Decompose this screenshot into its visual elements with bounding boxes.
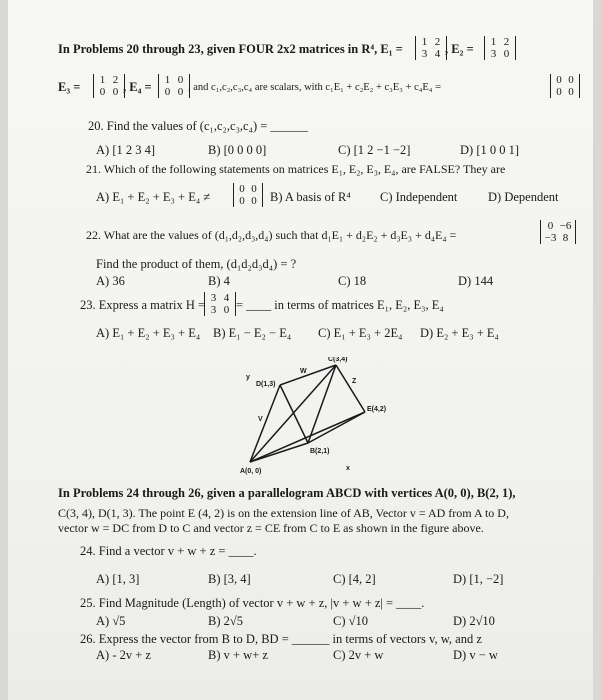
q25-option-c: C) √10 — [333, 614, 368, 628]
q25-option-a: A) √5 — [96, 614, 126, 628]
intro2-line-1: In Problems 24 through 26, given a parallelogram ABCD with vertices A(0, 0), B(2, 1), — [58, 486, 516, 500]
q21-option-c: C) Independent — [380, 190, 458, 204]
parallelogram-figure — [238, 357, 408, 475]
q22-option-a: A) 36 — [96, 274, 125, 288]
matrix-e2: 1 2 3 0 — [484, 36, 516, 60]
label-y: y — [246, 374, 250, 381]
q20-option-b: B) [0 0 0 0] — [208, 143, 267, 157]
e3-label: E₃ = — [58, 80, 81, 94]
q21-zero-matrix: 0 0 0 0 — [233, 183, 263, 207]
intro-line-2: , and c₁,c₂,c₃,c₄ are scalars, with c₁E₁ + c₂E₂ + c₃E₃ + c₄E₄ = — [188, 82, 442, 93]
q22-subquestion: Find the product of them, (d₁d₂d₃d₄) = ? — [96, 257, 297, 271]
e4-label: , E₄ = — [123, 80, 152, 94]
label-z: Z — [352, 378, 357, 385]
q24-option-c: C) [4, 2] — [333, 572, 376, 586]
matrix-e1: 1 2 3 4 — [415, 36, 447, 60]
q21-option-b: B) A basis of R⁴ — [270, 190, 351, 204]
q20-option-a: A) [1 2 3 4] — [96, 143, 156, 157]
label-w: W — [300, 368, 307, 375]
q22-option-d: D) 144 — [458, 274, 494, 288]
intro-line-1: In Problems 20 through 23, given FOUR 2x2 matrices in R⁴, E₁ = — [58, 42, 403, 56]
q24-option-b: B) [3, 4] — [208, 572, 251, 586]
q21-option-d: D) Dependent — [488, 190, 559, 204]
q23-option-a: A) E₁ + E₂ + E₃ + E₄ — [96, 326, 201, 340]
matrix-e3: 1 2 0 0 — [93, 74, 125, 98]
label-d: D(1,3) — [256, 381, 276, 388]
worksheet-page — [8, 0, 593, 700]
intro2-line-3: vector w = DC from D to C and vector z = CE from C to E as shown in the figure above. — [58, 521, 484, 535]
q23-option-b: B) E₁ − E₂ − E₄ — [213, 326, 292, 340]
q26-option-a: A) - 2v + z — [96, 648, 151, 662]
q26-option-c: C) 2v + w — [333, 648, 384, 662]
q22-option-b: B) 4 — [208, 274, 230, 288]
q23-matrix-h: 3 4 3 0 — [204, 292, 236, 316]
label-a: A(0, 0) — [240, 468, 262, 475]
edge-ce — [336, 365, 365, 412]
q23-option-c: C) E₁ + E₃ + 2E₄ — [318, 326, 403, 340]
label-c: C(3,4) — [328, 357, 348, 363]
q26-option-b: B) v + w+ z — [208, 648, 268, 662]
edge-be — [308, 412, 365, 443]
q22-option-c: C) 18 — [338, 274, 367, 288]
q20-option-c: C) [1 2 −1 −2] — [338, 143, 411, 157]
q20-question: 20. Find the values of (c₁,c₂,c₃,c₄) = ______ — [88, 119, 308, 133]
q25-option-b: B) 2√5 — [208, 614, 243, 628]
label-v: V — [258, 416, 263, 423]
label-e: E(4,2) — [367, 406, 387, 413]
q26-option-d: D) v − w — [453, 648, 498, 662]
intro2-line-2: C(3, 4), D(1, 3). The point E (4, 2) is on the extension line of AB, Vector v = AD from A to D, — [58, 506, 509, 520]
q24-option-a: A) [1, 3] — [96, 572, 140, 586]
figure-edges — [250, 365, 365, 462]
diag-bd — [280, 385, 308, 443]
q20-option-d: D) [1 0 0 1] — [460, 143, 520, 157]
matrix-e4: 1 0 0 0 — [158, 74, 190, 98]
q23-question: 23. Express a matrix H = — [80, 298, 206, 312]
q25-option-d: D) 2√10 — [453, 614, 495, 628]
q24-option-d: D) [1, −2] — [453, 572, 504, 586]
q22-matrix: 0 −6 −3 8 — [540, 220, 576, 244]
label-x: x — [346, 465, 350, 472]
q21-question: 21. Which of the following statements on matrices E₁, E₂, E₃, E₄, are FALSE? They are — [86, 162, 506, 176]
label-b: B(2,1) — [310, 448, 330, 455]
q21-option-a: A) E₁ + E₂ + E₃ + E₄ ≠ — [96, 190, 211, 204]
q25-question: 25. Find Magnitude (Length) of vector v + w + z, |v + w + z| = ____. — [80, 596, 425, 610]
q22-question: 22. What are the values of (d₁,d₂,d₃,d₄) such that d₁E₁ + d₂E₂ + d₃E₃ + d₄E₄ = — [86, 228, 457, 242]
e2-label: , E₂ = — [445, 42, 474, 56]
q23-tail: = ____ in terms of matrices E₁, E₂, E₃, E₄ — [236, 298, 444, 312]
q23-option-d: D) E₂ + E₃ + E₄ — [420, 326, 499, 340]
q26-question: 26. Express the vector from B to D, BD = ______ in terms of vectors v, w, and z — [80, 632, 482, 646]
matrix-zero: 0 0 0 0 — [550, 74, 580, 98]
q24-question: 24. Find a vector v + w + z = ____. — [80, 544, 257, 558]
